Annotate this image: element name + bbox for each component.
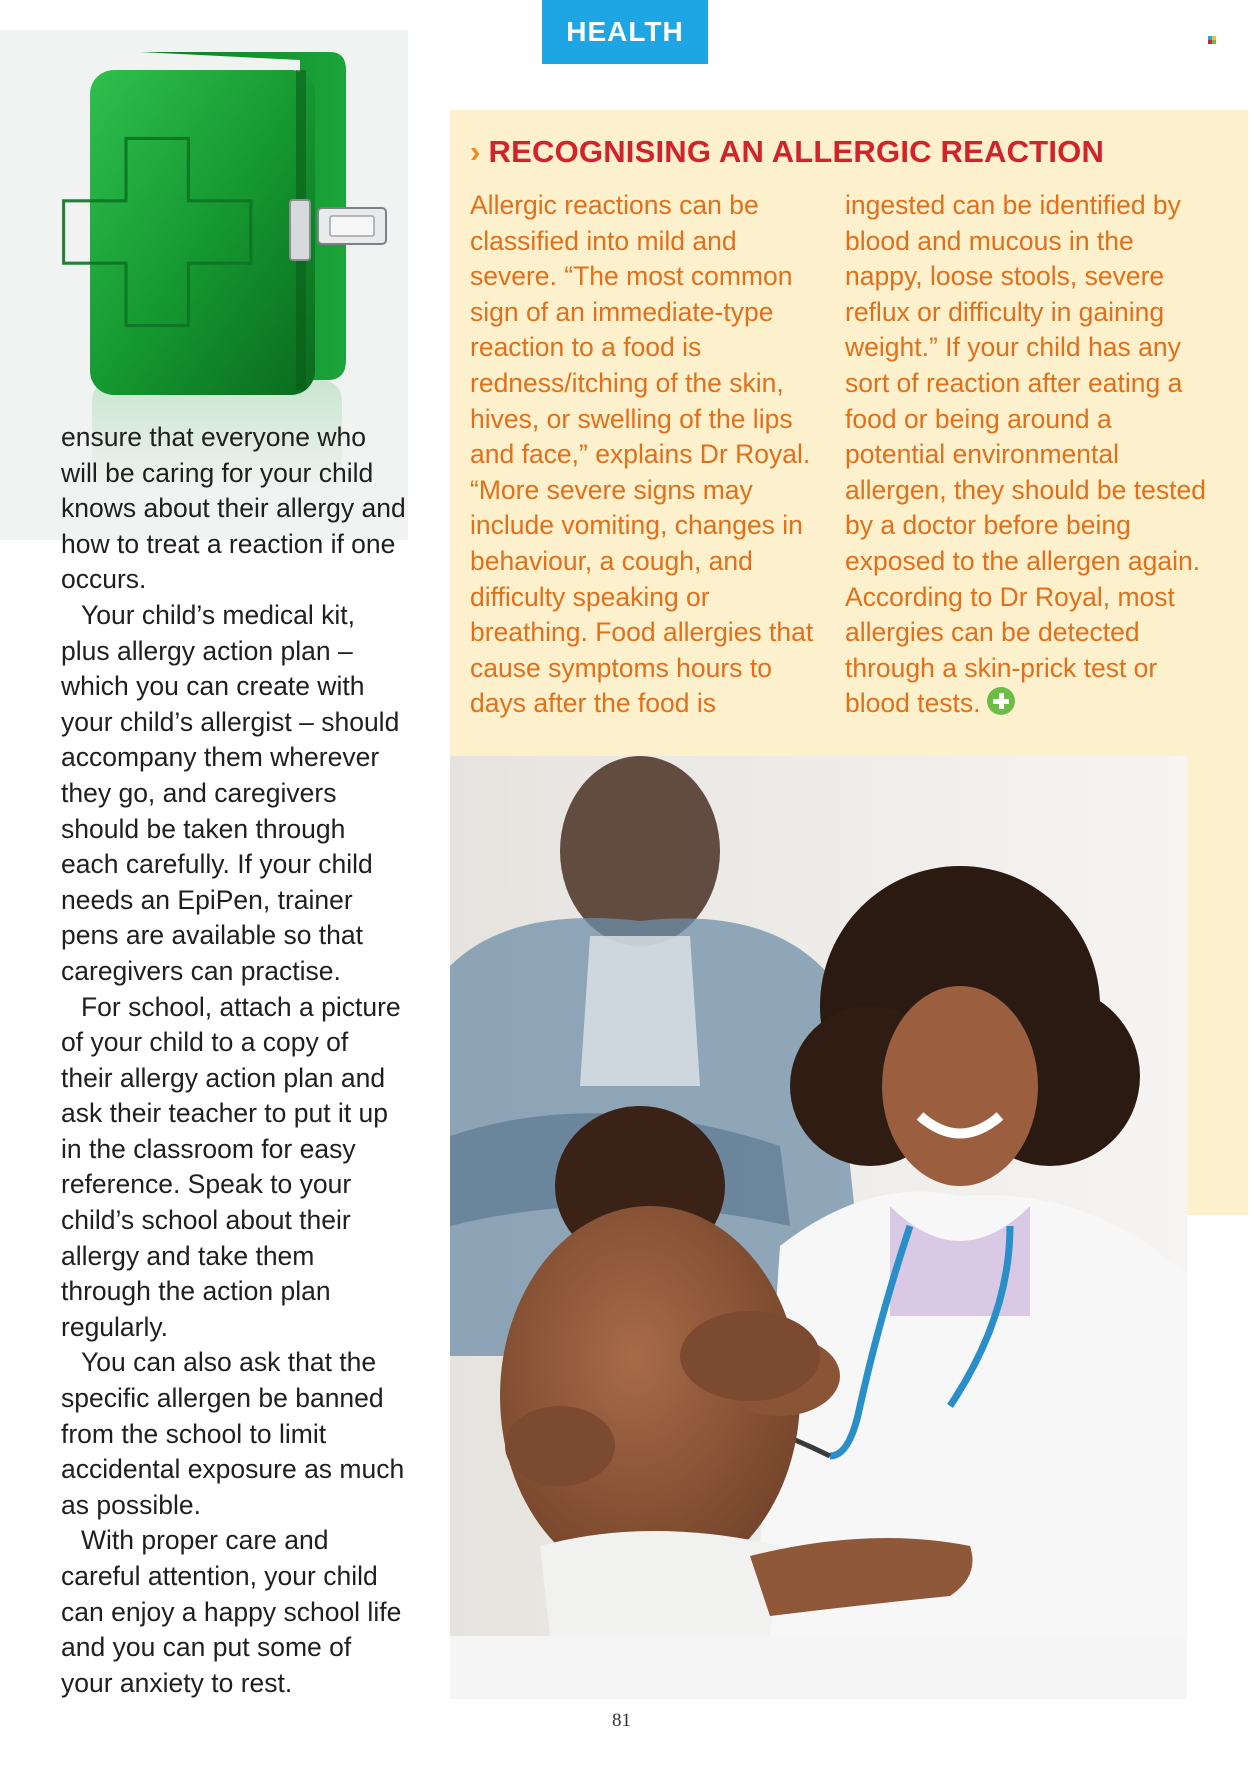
sidebar-paragraph: Allergic reactions can be classified into mild and severe. “The most common sign of an immediate-type reaction to a food is redness/itching of the skin, hives, or swelling of the lips and face,” explains Dr Royal. “More severe signs may include vomiting, changes in behaviour, a cough, and difficulty speaking or breathing. Food allergies that cause symptoms hours to days after the food is (470, 190, 814, 719)
paragraph: Your child’s medical kit, plus allergy action plan – which you can create with your child’s allergist – should accompany them wherever they go, and caregivers should be taken through each carefully. If your child needs an EpiPen, trainer pens are available so that caregivers can practise. (61, 599, 400, 986)
sidebar-paragraph (845, 188, 1215, 722)
paragraph: ensure that everyone who will be caring for your child knows about their allergy and how to treat a reaction if one occurs. (61, 422, 406, 595)
sidebar-column-2 (845, 188, 1215, 722)
sidebar-title-text: RECOGNISING AN ALLERGIC REACTION (488, 134, 1105, 169)
sidebar-paragraph-text: ingested can be identified by blood and mucous in the nappy, loose stools, severe reflux or difficulty in gaining weight.” If your child has any sort of reaction after eating a food or being around a potential environmental allergen, they should be tested by a doctor before being exposed to the allergen again. According to Dr Royal, most allergies can be detected through a skin-prick test or blood tests. (845, 190, 1206, 719)
corner-color-dots (1208, 36, 1218, 44)
sidebar-column-1 (470, 188, 830, 722)
doctor-baby-photo (450, 756, 1187, 1699)
paragraph: With proper care and careful attention, your child can enjoy a happy school life and you can put some of your anxiety to rest. (61, 1525, 402, 1698)
chevron-right-icon: › (470, 134, 481, 169)
page-number: 81 (612, 1710, 631, 1731)
paragraph: You can also ask that the specific allergen be banned from the school to limit accidental exposure as much as possible. (61, 1347, 405, 1520)
plus-circle-icon (987, 687, 1015, 715)
sidebar-title (470, 134, 1104, 170)
section-tag: HEALTH (542, 0, 708, 64)
paragraph: For school, attach a picture of your child to a copy of their allergy action plan and ask their teacher to put it up in the classroom for easy reference. Speak to your child’s school about their allergy and take them through the action plan regularly. (61, 991, 401, 1342)
left-column-text (61, 420, 406, 1701)
